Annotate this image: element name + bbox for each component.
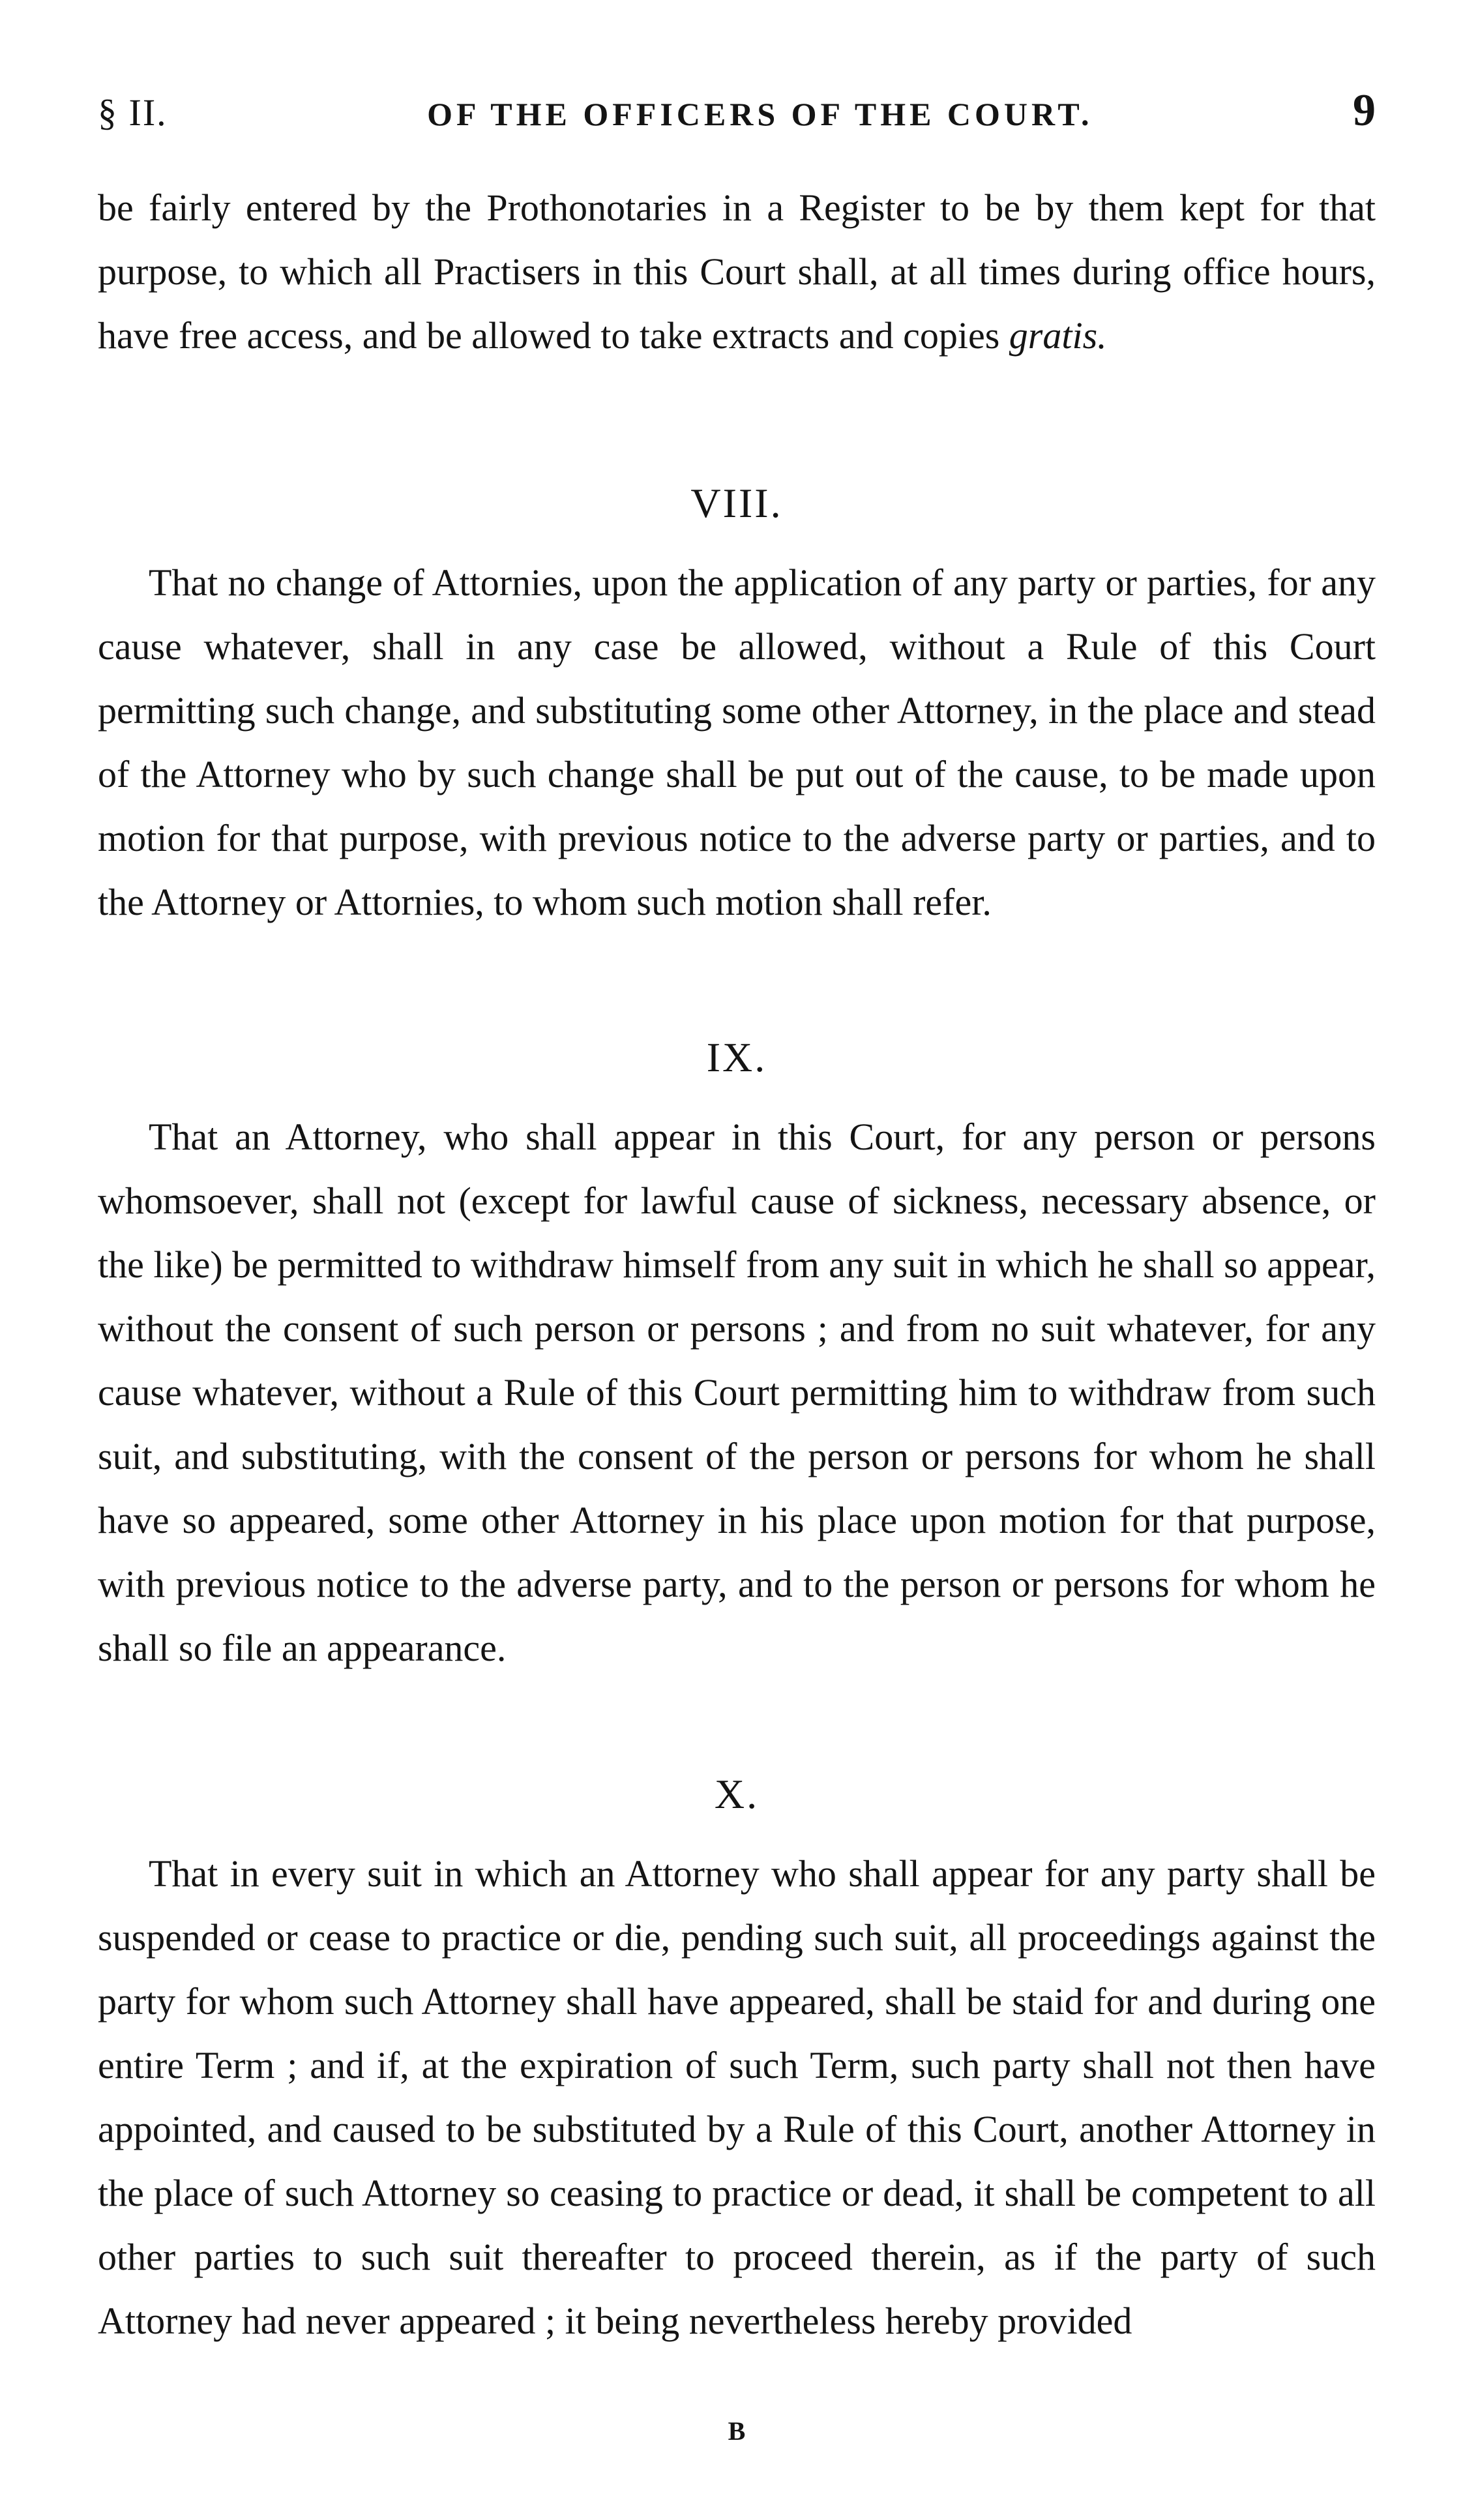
continuation-italic: gratis. — [1009, 314, 1107, 357]
running-title: OF THE OFFICERS OF THE COURT. — [427, 96, 1093, 132]
page-number: 9 — [1352, 85, 1376, 136]
continuation-paragraph — [98, 176, 1376, 368]
signature-mark: B — [728, 2416, 746, 2446]
article-heading-ix: IX. — [706, 1034, 767, 1080]
article-heading-viii: VIII. — [690, 480, 783, 526]
article-x-text: That in every suit in which an Attorney who shall appear for any party shall be suspended or cease to practice or die, pending such suit, all proceedings against the party for whom such Attorney shall have appeared, shall be staid for and during one entire Term ; and if, at the expiration of such Term, such party shall not then have appointed, and caused to be substituted by a Rule of this Court, another Attorney in the place of such Attorney so ceasing to practice or dead, it shall be competent to all other parties to such suit thereafter to proceed therein, as if the party of such Attorney had never appeared ; it being nevertheless hereby provided — [98, 1852, 1376, 2342]
article-heading-x: X. — [714, 1771, 760, 1817]
running-header — [98, 85, 1376, 143]
continuation-text: be fairly entered by the Prothonotaries in a Register to be by them kept for that purpose, to which all Practisers in this Court shall, at all times during office hours, have free access, and be allowed to take extracts and copies — [98, 186, 1376, 357]
section-marker: § II. — [98, 91, 168, 134]
article-ix-text: That an Attorney, who shall appear in this Court, for any person or persons whomsoever, shall not (except for lawful cause of sickness, necessary absence, or the like) be permitted to withdraw himself from any suit in which he shall so appear, without the consent of such person or persons ; and from no suit whatever, for any cause whatever, without a Rule of this Court permitting him to withdraw from such suit, and substituting, with the consent of the person or persons for whom he shall have so appeared, some other Attorney in his place upon motion for that purpose, with previous notice to the adverse party, and to the person or persons for whom he shall so file an appearance. — [98, 1116, 1376, 1669]
article-viii-text: That no change of Attornies, upon the application of any party or parties, for any cause whatever, shall in any case be allowed, without a Rule of this Court permitting such change, and substituting some other Attorney, in the place and stead of the Attorney who by such change shall be put out of the cause, to be made upon motion for that purpose, with previous notice to the adverse party or parties, and to the Attorney or Attornies, to whom such motion shall refer. — [98, 561, 1376, 923]
